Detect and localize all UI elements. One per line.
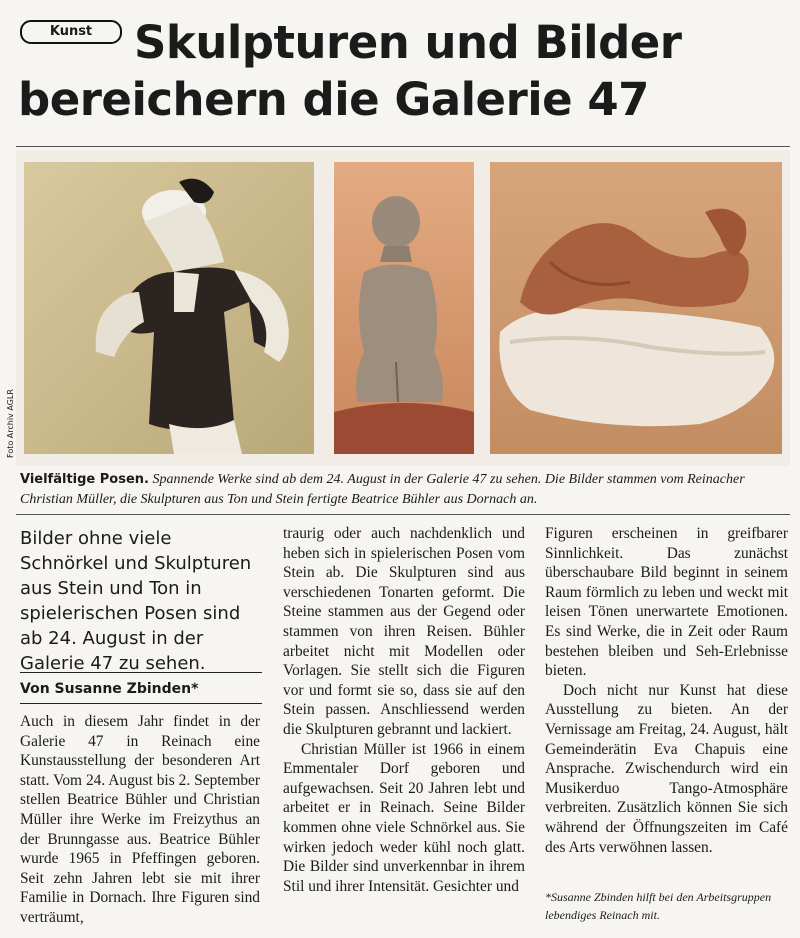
photo-caption xyxy=(20,470,790,510)
body-paragraph: Auch in diesem Jahr findet in der Galerie 47 in Reinach eine Kunstausstellung der besonderen Art statt. Vom 24. August bis 2. September stellen Beatrice Bühler und Christian Müller ihre Werke im Freizythus an der Brunngasse aus. Beatrice Bühler wurde 1965 in Pfeffingen geboren. Seit zehn Jahren lebt sie mit ihrer Familie in Dornach. Ihre Figuren sind verträumt, xyxy=(20,713,260,926)
body-paragraph: Christian Müller ist 1966 in einem Emmentaler Dorf geboren und aufgewachsen. Seit 20 Jahren lebt und arbeitet er in Reinach. Seine Bilder kommen ohne viele Schnörkel aus. Sie wirken jedoch weder kühl noch glatt. Die Bilder sind unverkennbar in ihrem Stil und ihrer Intensität. Gesichter und xyxy=(283,740,525,895)
photo-reclining-figure-stone-image xyxy=(490,162,782,454)
headline-line-1: Skulpturen und Bilder xyxy=(134,16,682,69)
lead-paragraph: Bilder ohne viele Schnörkel und Skulpturen aus Stein und Ton in spielerischen Posen sind ab 24. August in der Galerie 47 zu sehen. xyxy=(20,528,252,674)
photo-clay-sculpture-back-image xyxy=(334,162,474,454)
body-paragraph: traurig oder auch nachdenklich und heben sich in spielerischen Posen vom Stein ab. Die Skulpturen sind aus verschiedenen Tonarten geformt. Die Steine stammen aus der Gegend oder stammen von ihren Reisen. Bühler arbeitet nicht mit Modellen oder Vorlagen. Sie stellt sich die Figuren vor und formt sie so, dass sie auf den Stein passen. Anschliessend werden die Skulpturen gebrannt und lackiert. xyxy=(283,525,525,738)
photo-strip xyxy=(16,150,790,466)
column-2 xyxy=(283,524,525,896)
photo-woman-swimsuit xyxy=(24,162,314,454)
headline xyxy=(18,14,788,128)
caption-rule xyxy=(16,514,790,515)
author-footnote: *Susanne Zbinden hilft bei den Arbeitsgruppen lebendiges Reinach mit. xyxy=(545,890,772,922)
byline-rule-bottom xyxy=(20,703,262,704)
photo-reclining-figure-stone xyxy=(490,162,782,454)
body-paragraph: Figuren erscheinen in greifbarer Sinnlichkeit. Das zunächst überschaubare Bild beginnt in seinem Raum förmlich zu leben und weckt mit leisen Tönen unerwartete Emotionen. Es sind Werke, die in Zeit oder Raum bestehen bleiben und Seh-Erlebnisse bieten. xyxy=(545,525,788,680)
body-paragraph: Doch nicht nur Kunst hat diese Ausstellung zu bieten. An der Vernissage am Freitag, 24. August, hält Gemeinderätin Eva Chapuis eine Ansprache. Zwischendurch wird ein Musikerduo Tango-Atmosphäre verbreiten. Zusätzlich können Sie sich während der Öffnungszeiten im Café des Arts verwöhnen lassen. xyxy=(545,681,788,856)
caption-lead: Vielfältige Posen. xyxy=(20,472,149,487)
photo-credit: Foto Archiv AGLR xyxy=(6,389,15,458)
category-label: Kunst xyxy=(20,20,122,44)
photo-woman-swimsuit-image xyxy=(24,162,314,454)
byline: Von Susanne Zbinden* xyxy=(20,681,199,697)
column-1 xyxy=(20,712,260,928)
photo-clay-sculpture-back xyxy=(334,162,474,454)
headline-line-2: bereichern die Galerie 47 xyxy=(18,73,649,126)
headline-rule xyxy=(16,146,790,147)
column-3 xyxy=(545,524,788,857)
byline-rule-top xyxy=(20,672,262,673)
caption-text: Spannende Werke sind ab dem 24. August in der Galerie 47 zu sehen. Die Bilder stammen vom Reinacher Christian Müller, die Skulpturen aus Ton und Stein fertigte Beatrice Bühler aus Dornach an. xyxy=(20,472,745,507)
